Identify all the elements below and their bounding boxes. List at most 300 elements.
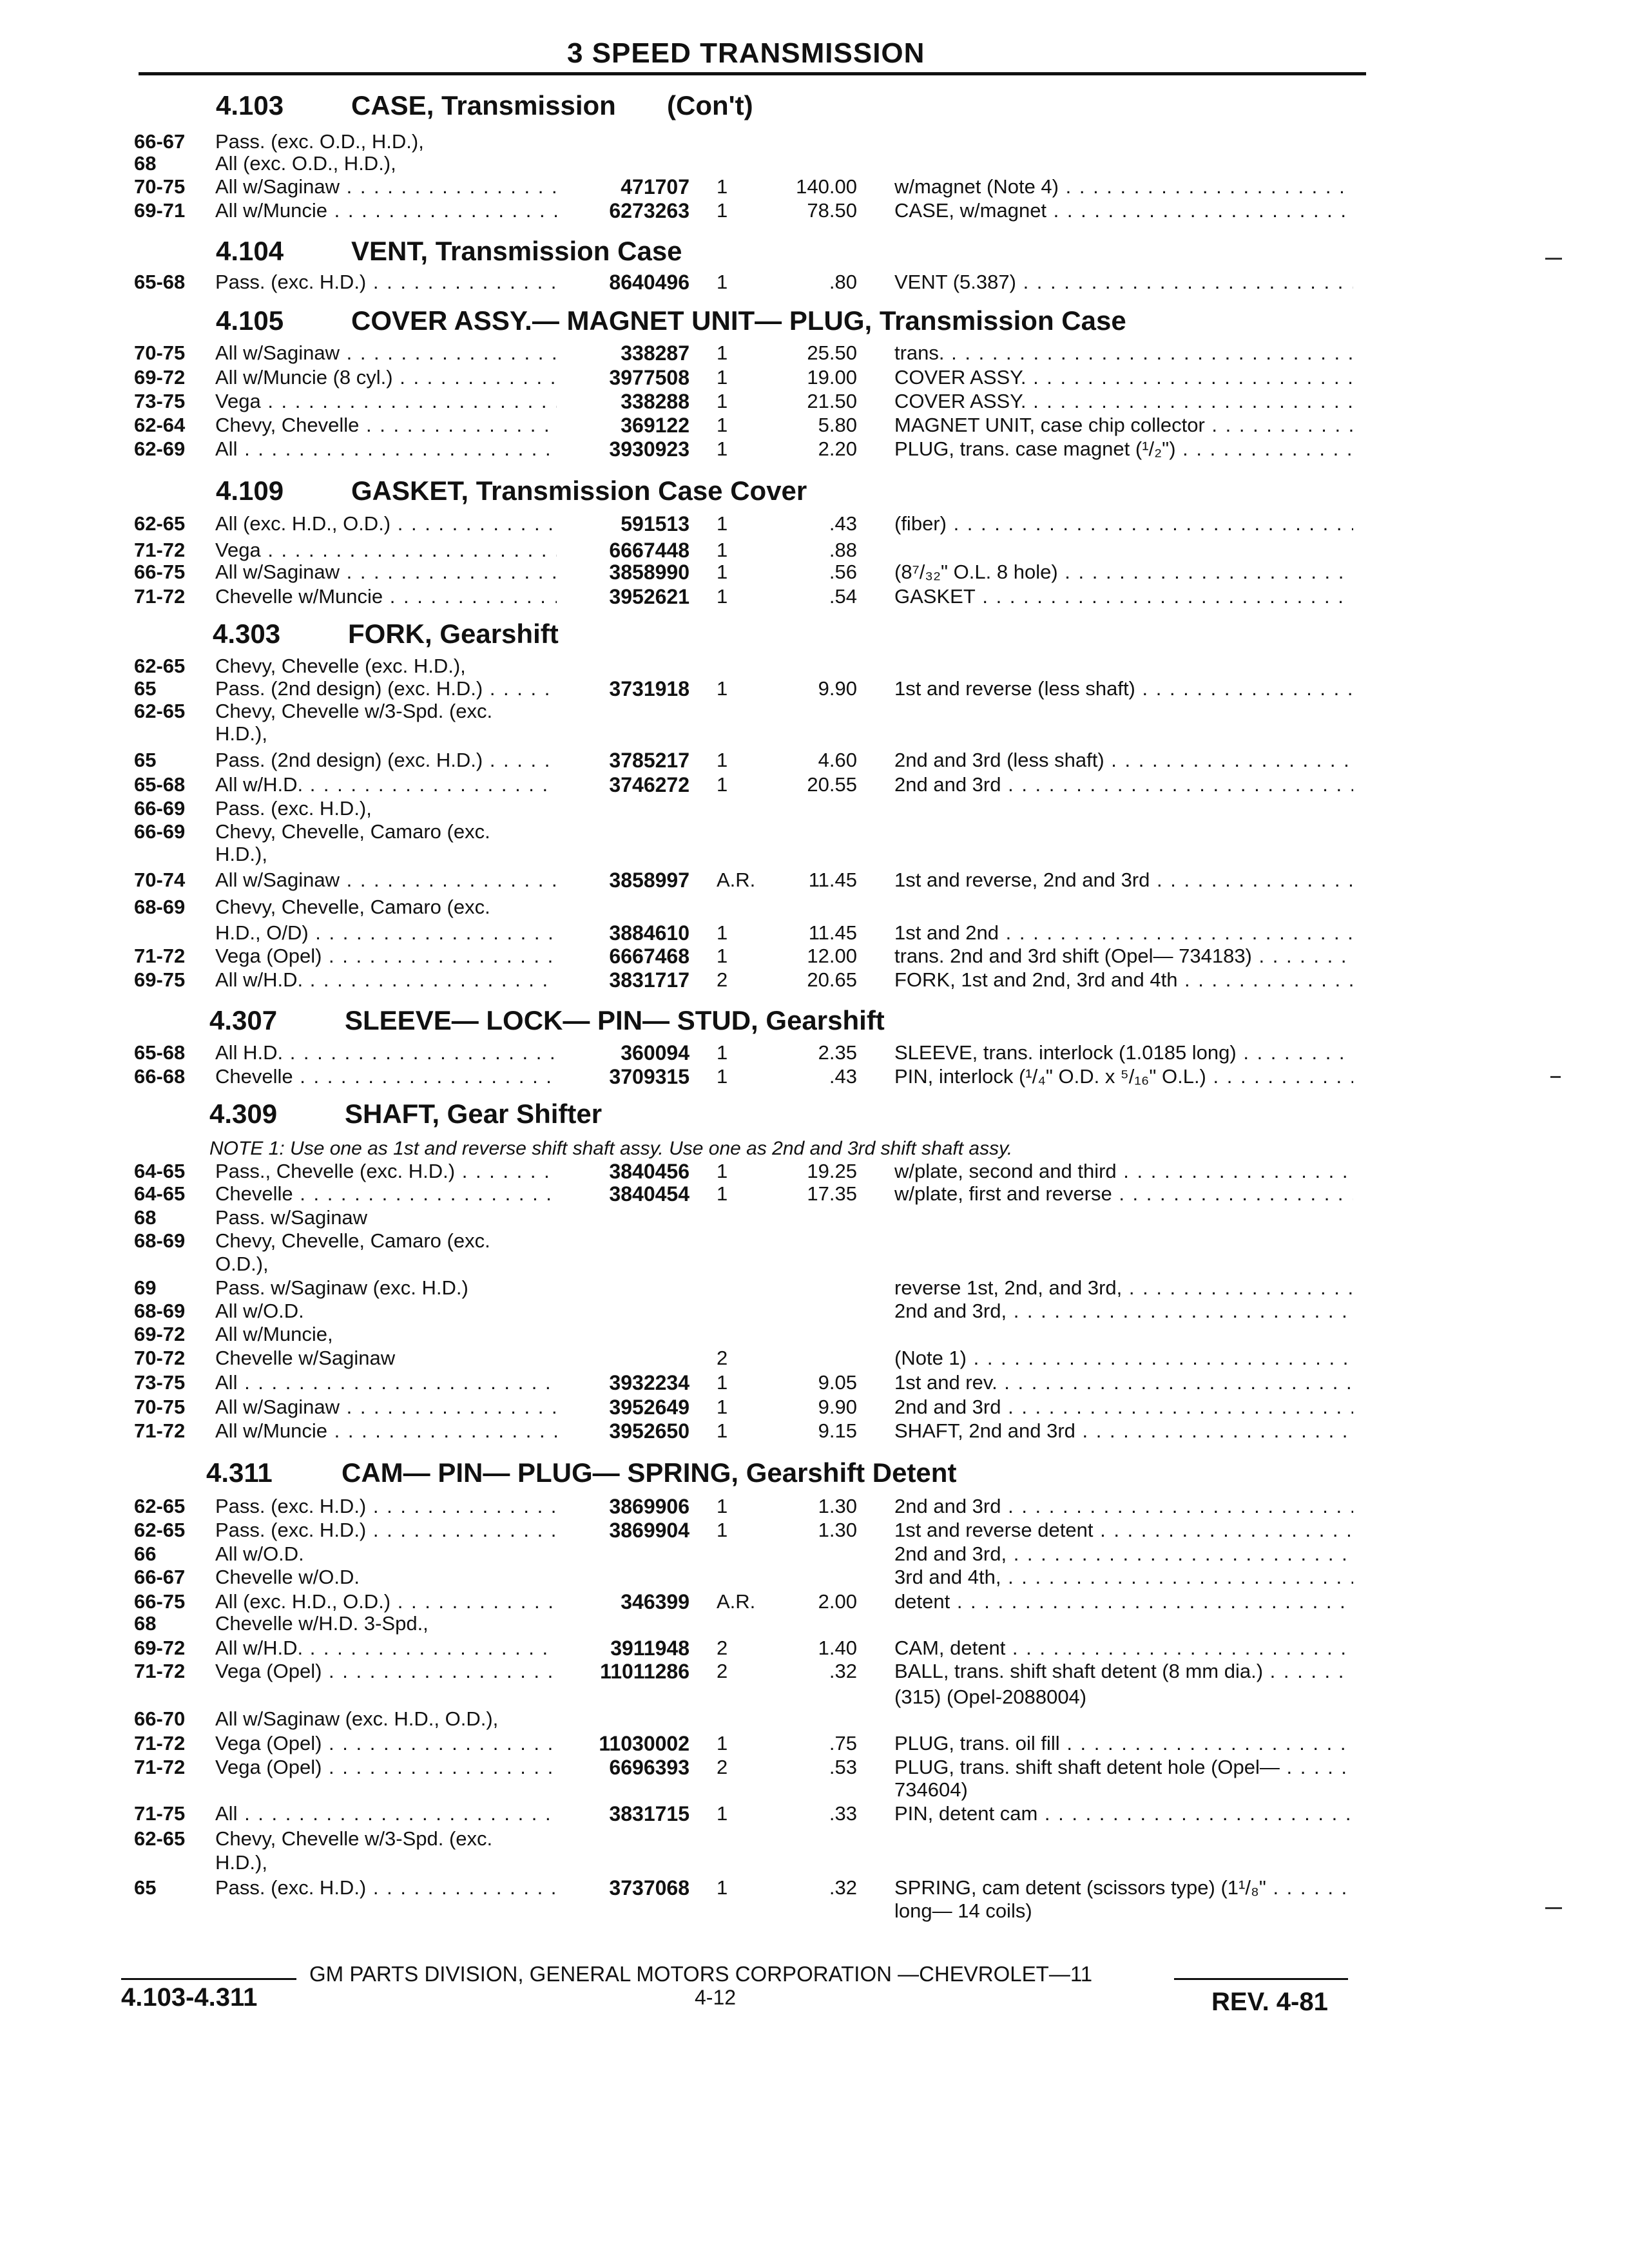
part-number: 3858990: [609, 561, 689, 584]
part-description: PIN, detent cam . . .: [894, 1802, 1353, 1825]
part-number: 3831715: [609, 1802, 689, 1825]
part-number: 338287: [621, 341, 689, 365]
vehicle-application: All w/Muncie,: [215, 1323, 333, 1345]
part-number: 3840454: [609, 1182, 689, 1206]
vehicle-application: Chevy, Chevelle w/3-Spd. (exc.: [215, 1827, 493, 1850]
part-row: [0, 585, 1629, 611]
quantity: 1: [717, 677, 728, 700]
part-row: [0, 1778, 1629, 1804]
vehicle-application: Pass. (2nd design) (exc. H.D.) . . .: [215, 749, 557, 772]
part-number: 6667468: [609, 945, 689, 968]
list-price: 21.50: [807, 390, 857, 412]
part-description: long— 14 coils): [894, 1899, 1032, 1922]
part-row: [0, 1253, 1629, 1278]
footer-rule-right: [1174, 1978, 1348, 1980]
list-price: 1.30: [818, 1495, 857, 1517]
vehicle-application: Chevy, Chevelle, Camaro (exc.: [215, 1229, 490, 1252]
vehicle-application: All (exc. O.D., H.D.),: [215, 152, 396, 175]
model-years: 70-75: [134, 1396, 186, 1418]
part-number: 11011286: [600, 1660, 689, 1683]
model-years: 62-65: [134, 1519, 186, 1541]
part-row: [0, 1229, 1629, 1255]
model-years: 71-72: [134, 1660, 186, 1682]
quantity: 1: [717, 1519, 728, 1541]
part-description: PLUG, trans. shift shaft detent hole (Opel— . . .: [894, 1756, 1353, 1779]
vehicle-application: All H.D. . . .: [215, 1041, 557, 1064]
model-years: 66-70: [134, 1707, 186, 1730]
model-years: 71-72: [134, 585, 186, 608]
part-number: 591513: [621, 512, 689, 535]
vehicle-application: Pass. (exc. H.D.),: [215, 797, 372, 820]
part-number: 6273263: [609, 199, 689, 222]
part-description: 3rd and 4th, . . .: [894, 1566, 1353, 1589]
vehicle-application: Chevy, Chevelle, Camaro (exc.: [215, 820, 490, 843]
vehicle-application: Chevelle . . .: [215, 1182, 557, 1206]
part-description: CASE, w/magnet . . .: [894, 199, 1353, 222]
quantity: 1: [717, 539, 728, 561]
vehicle-application: Vega (Opel) . . .: [215, 1660, 557, 1683]
part-number: 3746272: [609, 773, 689, 796]
vehicle-application: Pass. (exc. H.D.) . . .: [215, 1495, 557, 1518]
model-years: 71-72: [134, 1732, 186, 1754]
part-description: 2nd and 3rd . . .: [894, 773, 1353, 796]
part-description: 734604): [894, 1778, 968, 1801]
part-row: [0, 1495, 1629, 1521]
model-years: 71-75: [134, 1802, 186, 1825]
model-years: 71-72: [134, 1756, 186, 1778]
part-description: 2nd and 3rd . . .: [894, 1495, 1353, 1518]
part-number: 3869904: [609, 1519, 689, 1542]
part-number: 3737068: [609, 1876, 689, 1899]
model-years: 68-69: [134, 1229, 186, 1252]
part-description: w/plate, first and reverse . . .: [894, 1182, 1353, 1206]
model-years: 65-68: [134, 271, 186, 293]
vehicle-application: Chevelle w/H.D. 3-Spd.,: [215, 1612, 429, 1635]
list-price: 19.00: [807, 366, 857, 389]
vehicle-application: All w/H.D. . . .: [215, 968, 557, 992]
list-price: 4.60: [818, 749, 857, 771]
model-years: 70-72: [134, 1347, 186, 1369]
part-number: 8640496: [609, 271, 689, 294]
part-row: [0, 1827, 1629, 1853]
model-years: 62-65: [134, 512, 186, 535]
model-years: 62-65: [134, 655, 186, 677]
part-number: 3952650: [609, 1419, 689, 1443]
page-title: 3 SPEED TRANSMISSION: [567, 37, 925, 69]
part-description: (fiber) . . .: [894, 512, 1353, 535]
part-row: [0, 1206, 1629, 1232]
list-price: 9.90: [818, 677, 857, 700]
section-title: COVER ASSY.— MAGNET UNIT— PLUG, Transmission Case: [351, 305, 1126, 336]
part-description: PLUG, trans. oil fill . . .: [894, 1732, 1353, 1755]
vehicle-application: Chevelle . . .: [215, 1065, 557, 1088]
vehicle-application: All w/Saginaw . . .: [215, 869, 557, 892]
vehicle-application: Pass. w/Saginaw: [215, 1206, 368, 1229]
part-number: 3977508: [609, 366, 689, 389]
part-description: 2nd and 3rd, . . .: [894, 1542, 1353, 1566]
part-number: 3831717: [609, 968, 689, 992]
part-row: [0, 1566, 1629, 1591]
part-row: [0, 1160, 1629, 1186]
list-price: 9.90: [818, 1396, 857, 1418]
quantity: 1: [717, 921, 728, 944]
vehicle-application: Vega . . .: [215, 390, 557, 413]
model-years: 62-65: [134, 700, 186, 722]
part-row: [0, 271, 1629, 296]
model-years: 69-72: [134, 1323, 186, 1345]
model-years: 62-65: [134, 1495, 186, 1517]
model-years: 69-75: [134, 968, 186, 991]
part-description: GASKET . . .: [894, 585, 1353, 608]
quantity: 1: [717, 1876, 728, 1899]
part-description: w/plate, second and third . . .: [894, 1160, 1353, 1183]
part-row: [0, 1802, 1629, 1828]
part-row: [0, 152, 1629, 178]
footer-section-range: 4.103-4.311: [121, 1983, 258, 2012]
vehicle-application: All . . .: [215, 1371, 557, 1394]
vehicle-application: Vega (Opel) . . .: [215, 945, 557, 968]
list-price: 11.45: [808, 869, 857, 891]
model-years: 68: [134, 152, 157, 175]
part-number: 3930923: [609, 437, 689, 461]
model-years: 65-68: [134, 1041, 186, 1064]
list-price: .80: [829, 271, 857, 293]
list-price: .43: [829, 512, 857, 535]
model-years: 70-74: [134, 869, 186, 891]
part-row: [0, 175, 1629, 201]
vehicle-application: H.D.),: [215, 722, 267, 745]
vehicle-application: Chevelle w/O.D.: [215, 1566, 360, 1588]
quantity: 1: [717, 1182, 728, 1205]
part-row: [0, 1419, 1629, 1445]
model-years: 64-65: [134, 1182, 186, 1205]
part-row: [0, 655, 1629, 680]
section-number: 4.104: [216, 236, 284, 266]
quantity: 2: [717, 968, 728, 991]
section-title: GASKET, Transmission Case Cover: [351, 476, 807, 506]
list-price: 1.40: [818, 1637, 857, 1659]
vehicle-application: Chevelle w/Muncie . . .: [215, 585, 557, 608]
part-row: [0, 1065, 1629, 1091]
model-years: 62-65: [134, 1827, 186, 1850]
quantity: A.R.: [717, 869, 756, 891]
part-number: 3932234: [609, 1371, 689, 1394]
section-number: 4.311: [206, 1457, 273, 1488]
list-price: .53: [829, 1756, 857, 1778]
part-row: [0, 773, 1629, 799]
list-price: 9.05: [818, 1371, 857, 1394]
part-number: 346399: [621, 1590, 689, 1613]
quantity: 1: [717, 1732, 728, 1754]
part-row: [0, 1542, 1629, 1568]
part-row: [0, 843, 1629, 869]
quantity: 1: [717, 390, 728, 412]
part-row: [0, 1660, 1629, 1686]
model-years: 71-72: [134, 539, 186, 561]
list-price: .56: [829, 561, 857, 583]
vehicle-application: Chevy, Chevelle (exc. H.D.),: [215, 655, 466, 677]
part-row: [0, 1041, 1629, 1067]
list-price: 20.55: [807, 773, 857, 796]
vehicle-application: All w/Saginaw . . .: [215, 1396, 557, 1419]
vehicle-application: All w/H.D. . . .: [215, 1637, 557, 1660]
part-row: [0, 820, 1629, 846]
vehicle-application: All w/Muncie . . .: [215, 1419, 557, 1443]
vehicle-application: Chevy, Chevelle, Camaro (exc.: [215, 896, 490, 918]
section-title: FORK, Gearshift: [348, 619, 559, 649]
section-title: SLEEVE— LOCK— PIN— STUD, Gearshift: [345, 1005, 885, 1035]
vehicle-application: All w/Saginaw . . .: [215, 175, 557, 198]
vehicle-application: Pass. (exc. H.D.) . . .: [215, 1519, 557, 1542]
quantity: 1: [717, 1065, 728, 1088]
part-description: 1st and reverse detent . . .: [894, 1519, 1353, 1542]
part-description: COVER ASSY. . . .: [894, 366, 1353, 389]
part-number: 3869906: [609, 1495, 689, 1518]
section-number: 4.309: [209, 1099, 278, 1129]
part-row: [0, 1519, 1629, 1544]
part-description: PLUG, trans. case magnet (¹/₂") . . .: [894, 437, 1353, 461]
part-number: 3911948: [610, 1637, 689, 1660]
list-price: 20.65: [807, 968, 857, 991]
vehicle-application: H.D.),: [215, 1851, 267, 1874]
quantity: 2: [717, 1347, 728, 1369]
part-description: 2nd and 3rd (less shaft) . . .: [894, 749, 1353, 772]
vehicle-application: All w/O.D.: [215, 1300, 304, 1322]
model-years: 66-69: [134, 820, 186, 843]
model-years: 66-67: [134, 130, 186, 153]
quantity: 1: [717, 1802, 728, 1825]
part-description: 2nd and 3rd . . .: [894, 1396, 1353, 1419]
model-years: 70-75: [134, 175, 186, 198]
part-row: [0, 722, 1629, 748]
part-row: [0, 1300, 1629, 1325]
part-row: [0, 945, 1629, 970]
model-years: 68-69: [134, 896, 186, 918]
model-years: 62-64: [134, 414, 186, 436]
vehicle-application: Pass. w/Saginaw (exc. H.D.): [215, 1276, 468, 1299]
vehicle-application: Pass. (exc. O.D., H.D.),: [215, 130, 424, 153]
quantity: 1: [717, 341, 728, 364]
vehicle-application: Pass. (exc. H.D.) . . .: [215, 1876, 557, 1899]
vehicle-application: O.D.),: [215, 1253, 269, 1275]
quantity: 2: [717, 1756, 728, 1778]
model-years: 69-71: [134, 199, 186, 222]
part-row: [0, 199, 1629, 225]
vehicle-application: Pass. (exc. H.D.) . . .: [215, 271, 557, 294]
part-description: trans. 2nd and 3rd shift (Opel— 734183) . . .: [894, 945, 1353, 968]
model-years: 66: [134, 1542, 157, 1565]
part-description: (Note 1) . . .: [894, 1347, 1353, 1370]
part-description: BALL, trans. shift shaft detent (8 mm dia.) . . .: [894, 1660, 1353, 1683]
list-price: 140.00: [796, 175, 857, 198]
model-years: 66-68: [134, 1065, 186, 1088]
footer-page-number: 4-12: [695, 1986, 737, 2009]
quantity: 1: [717, 1495, 728, 1517]
part-description: 1st and reverse, 2nd and 3rd . . .: [894, 869, 1353, 892]
part-row: [0, 921, 1629, 947]
part-description: 2nd and 3rd, . . .: [894, 1300, 1353, 1323]
vehicle-application: All (exc. H.D., O.D.) . . .: [215, 1590, 557, 1613]
part-description: SHAFT, 2nd and 3rd . . .: [894, 1419, 1353, 1443]
part-number: 3840456: [609, 1160, 689, 1183]
model-years: 66-75: [134, 561, 186, 583]
quantity: 1: [717, 945, 728, 967]
footer-credit: GM PARTS DIVISION, GENERAL MOTORS CORPORATION —CHEVROLET—11: [309, 1962, 1093, 1986]
list-price: 17.35: [807, 1182, 857, 1205]
model-years: 65: [134, 1876, 157, 1899]
section-title: CAM— PIN— PLUG— SPRING, Gearshift Detent: [342, 1457, 957, 1488]
footer-rule-left: [121, 1978, 296, 1980]
section-number: 4.103: [216, 90, 284, 120]
section-number: 4.307: [209, 1005, 278, 1035]
quantity: 1: [717, 1160, 728, 1182]
vehicle-application: All w/O.D.: [215, 1542, 304, 1565]
list-price: 2.20: [818, 437, 857, 460]
part-row: [0, 677, 1629, 703]
model-years: 66-69: [134, 797, 186, 820]
vehicle-application: All w/H.D. . . .: [215, 773, 557, 796]
list-price: .88: [829, 539, 857, 561]
part-row: [0, 1371, 1629, 1397]
part-row: [0, 896, 1629, 921]
list-price: .32: [829, 1876, 857, 1899]
part-row: [0, 366, 1629, 392]
model-years: 66-75: [134, 1590, 186, 1613]
list-price: 1.30: [818, 1519, 857, 1541]
quantity: 1: [717, 749, 728, 771]
vehicle-application: All w/Saginaw . . .: [215, 341, 557, 365]
part-description: 1st and 2nd . . .: [894, 921, 1353, 945]
model-years: 69: [134, 1276, 157, 1299]
part-description: detent . . .: [894, 1590, 1353, 1613]
part-description: (8⁷/₃₂" O.L. 8 hole) . . .: [894, 561, 1353, 584]
title-rule: [139, 72, 1366, 75]
vehicle-application: All w/Muncie . . .: [215, 199, 557, 222]
part-row: [0, 1347, 1629, 1372]
part-number: 3884610: [609, 921, 689, 945]
part-row: [0, 437, 1629, 463]
part-row: [0, 749, 1629, 774]
list-price: 78.50: [807, 199, 857, 222]
part-number: 338288: [621, 390, 689, 413]
vehicle-application: Vega (Opel) . . .: [215, 1756, 557, 1779]
footer-revision: REV. 4-81: [1211, 1988, 1328, 2016]
part-row: [0, 1876, 1629, 1902]
part-number: 3858997: [609, 869, 689, 892]
part-description: CAM, detent . . .: [894, 1637, 1353, 1660]
section-number: 4.105: [216, 305, 284, 336]
model-years: 65: [134, 749, 157, 771]
model-years: 68: [134, 1612, 157, 1635]
quantity: 1: [717, 366, 728, 389]
part-row: [0, 1851, 1629, 1877]
vehicle-application: All (exc. H.D., O.D.) . . .: [215, 512, 557, 535]
quantity: 1: [717, 414, 728, 436]
quantity: 1: [717, 271, 728, 293]
list-price: 19.25: [807, 1160, 857, 1182]
model-years: 66-67: [134, 1566, 186, 1588]
quantity: 1: [717, 175, 728, 198]
quantity: 1: [717, 773, 728, 796]
list-price: 11.45: [808, 921, 857, 944]
section-number: 4.303: [213, 619, 281, 649]
vehicle-application: Vega . . .: [215, 539, 557, 562]
vehicle-application: All w/Saginaw (exc. H.D., O.D.),: [215, 1707, 499, 1730]
list-price: 2.00: [818, 1590, 857, 1613]
part-row: [0, 1182, 1629, 1208]
part-number: 471707: [621, 175, 689, 198]
quantity: 1: [717, 1396, 728, 1418]
section-continued-label: (Con't): [667, 90, 753, 120]
vehicle-application: Chevy, Chevelle w/3-Spd. (exc.: [215, 700, 493, 722]
part-row: [0, 968, 1629, 994]
part-number: 6696393: [609, 1756, 689, 1779]
model-years: 68: [134, 1206, 157, 1229]
part-row: [0, 512, 1629, 538]
vehicle-application: H.D., O/D) . . .: [215, 921, 557, 945]
vehicle-application: All . . .: [215, 1802, 557, 1825]
list-price: .32: [829, 1660, 857, 1682]
model-years: 65: [134, 677, 157, 700]
model-years: 73-75: [134, 390, 186, 412]
part-number: 3785217: [609, 749, 689, 772]
list-price: .54: [829, 585, 857, 608]
vehicle-application: Chevy, Chevelle . . .: [215, 414, 557, 437]
part-description: trans. . . .: [894, 341, 1353, 365]
part-row: [0, 1276, 1629, 1302]
model-years: 65-68: [134, 773, 186, 796]
quantity: 1: [717, 1371, 728, 1394]
part-row: [0, 1756, 1629, 1782]
part-row: [0, 561, 1629, 586]
part-number: 6667448: [609, 539, 689, 562]
vehicle-application: Chevelle w/Saginaw: [215, 1347, 396, 1369]
part-description: SLEEVE, trans. interlock (1.0185 long) . . .: [894, 1041, 1353, 1064]
part-row: [0, 1323, 1629, 1349]
part-number: 3952649: [609, 1396, 689, 1419]
part-number: 11030002: [599, 1732, 689, 1755]
list-price: 12.00: [807, 945, 857, 967]
part-description: 1st and reverse (less shaft) . . .: [894, 677, 1353, 700]
part-description: MAGNET UNIT, case chip collector . . .: [894, 414, 1353, 437]
list-price: 5.80: [818, 414, 857, 436]
quantity: 1: [717, 512, 728, 535]
quantity: 1: [717, 1041, 728, 1064]
margin-mark: [1545, 258, 1562, 260]
model-years: 62-69: [134, 437, 186, 460]
part-description: (315) (Opel-2088004): [894, 1686, 1087, 1708]
part-row: [0, 341, 1629, 367]
vehicle-application: Vega (Opel) . . .: [215, 1732, 557, 1755]
part-row: [0, 1396, 1629, 1421]
part-row: [0, 1612, 1629, 1638]
part-row: [0, 1707, 1629, 1733]
vehicle-application: Pass. (2nd design) (exc. H.D.) . . .: [215, 677, 557, 700]
model-years: 69-72: [134, 366, 186, 389]
quantity: 1: [717, 1419, 728, 1442]
part-row: [0, 1637, 1629, 1662]
list-price: .33: [829, 1802, 857, 1825]
list-price: .75: [829, 1732, 857, 1754]
part-description: reverse 1st, 2nd, and 3rd, . . .: [894, 1276, 1353, 1300]
section-number: 4.109: [216, 476, 284, 506]
quantity: 2: [717, 1637, 728, 1659]
vehicle-application: H.D.),: [215, 843, 267, 865]
quantity: 1: [717, 199, 728, 222]
quantity: 2: [717, 1660, 728, 1682]
model-years: 69-72: [134, 1637, 186, 1659]
part-row: [0, 869, 1629, 894]
